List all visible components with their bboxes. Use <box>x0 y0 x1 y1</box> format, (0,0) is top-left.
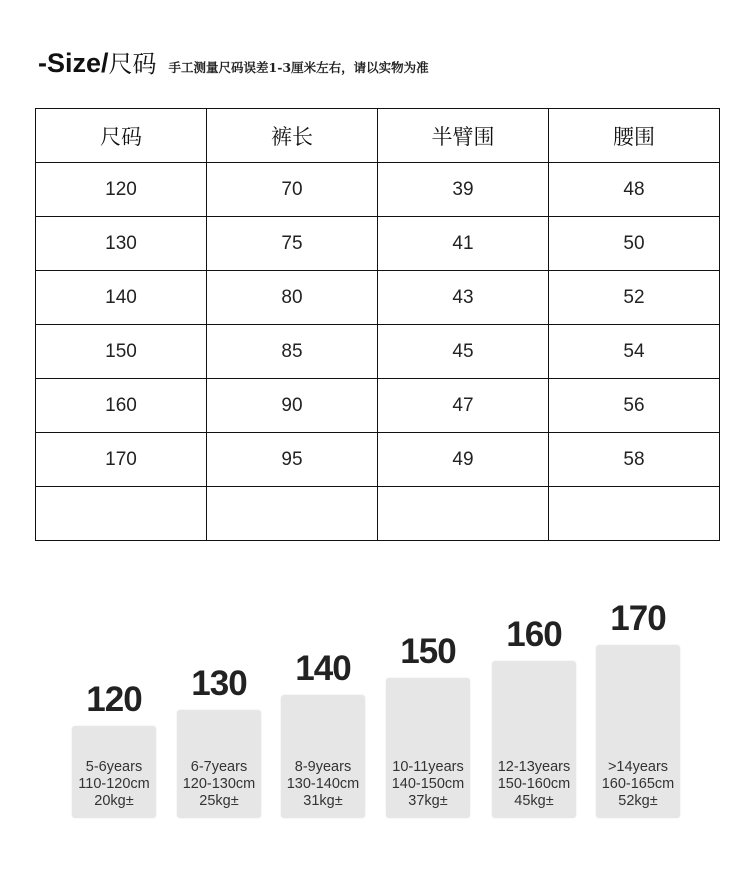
table-cell: 170 <box>36 433 207 487</box>
table-cell: 85 <box>207 325 378 379</box>
size-step-age: 8-9years <box>294 759 352 775</box>
size-step-details <box>171 759 267 810</box>
table-cell: 43 <box>378 271 549 325</box>
size-step-height: 130-140cm <box>286 776 360 792</box>
table-cell: 52 <box>549 271 720 325</box>
table-cell: 41 <box>378 217 549 271</box>
size-chart-table <box>35 108 720 541</box>
size-step-number: 150 <box>400 632 456 671</box>
size-step-number: 170 <box>610 599 666 638</box>
table-cell <box>36 487 207 541</box>
table-cell: 160 <box>36 379 207 433</box>
table-cell: 54 <box>549 325 720 379</box>
size-step-number: 120 <box>86 680 142 719</box>
table-cell <box>378 487 549 541</box>
size-step-height: 120-130cm <box>182 776 256 792</box>
table-row <box>36 163 720 217</box>
table-cell: 47 <box>378 379 549 433</box>
size-step-number: 130 <box>191 664 247 703</box>
table-row <box>36 379 720 433</box>
size-step-age: 12-13years <box>497 759 571 775</box>
table-cell: 49 <box>378 433 549 487</box>
table-row <box>36 217 720 271</box>
size-step-weight: 31kg± <box>303 793 343 809</box>
size-step-height: 150-160cm <box>497 776 571 792</box>
size-step-block <box>492 661 576 818</box>
title-size-label: -Size/ <box>38 48 109 78</box>
table-cell: 90 <box>207 379 378 433</box>
size-step-details <box>66 759 162 810</box>
header-waist: 腰围 <box>549 109 720 163</box>
page-title <box>38 44 429 80</box>
size-step-weight: 20kg± <box>94 793 134 809</box>
table-cell: 48 <box>549 163 720 217</box>
size-step-number: 140 <box>295 649 351 688</box>
size-step-height: 140-150cm <box>391 776 465 792</box>
size-step-block <box>177 710 261 818</box>
size-step-age: 5-6years <box>85 759 143 775</box>
table-cell: 120 <box>36 163 207 217</box>
size-step-weight: 52kg± <box>618 793 658 809</box>
table-cell: 150 <box>36 325 207 379</box>
table-cell: 45 <box>378 325 549 379</box>
table-row <box>36 487 720 541</box>
size-step-height: 160-165cm <box>601 776 675 792</box>
title-chinese-label: 尺码 <box>108 50 157 78</box>
size-step-block <box>596 645 680 818</box>
table-cell: 70 <box>207 163 378 217</box>
table-cell: 50 <box>549 217 720 271</box>
size-step-block <box>386 678 470 818</box>
table-cell: 130 <box>36 217 207 271</box>
table-cell <box>207 487 378 541</box>
table-cell: 75 <box>207 217 378 271</box>
header-pants-length: 裤长 <box>207 109 378 163</box>
header-size: 尺码 <box>36 109 207 163</box>
size-step-weight: 37kg± <box>408 793 448 809</box>
table-cell <box>549 487 720 541</box>
table-cell: 39 <box>378 163 549 217</box>
size-step-number: 160 <box>506 615 562 654</box>
size-step-details <box>380 759 476 810</box>
size-step-weight: 45kg± <box>514 793 554 809</box>
size-step-details <box>275 759 371 810</box>
size-step-details <box>590 759 686 810</box>
size-step-block <box>72 726 156 818</box>
header-half-arm: 半臂围 <box>378 109 549 163</box>
size-step-age: >14years <box>607 759 669 775</box>
table-cell: 58 <box>549 433 720 487</box>
table-row <box>36 433 720 487</box>
table-row <box>36 325 720 379</box>
size-step-weight: 25kg± <box>199 793 239 809</box>
table-cell: 95 <box>207 433 378 487</box>
table-cell: 56 <box>549 379 720 433</box>
size-step-age: 6-7years <box>190 759 248 775</box>
title-measurement-note: 手工测量尺码误差1-3厘米左右，请以实物为准 <box>168 60 429 75</box>
table-row <box>36 271 720 325</box>
size-step-block <box>281 695 365 818</box>
table-cell: 140 <box>36 271 207 325</box>
table-header-row <box>36 109 720 163</box>
size-step-details <box>486 759 582 810</box>
size-step-height: 110-120cm <box>78 776 150 792</box>
size-step-age: 10-11years <box>392 759 464 775</box>
table-cell: 80 <box>207 271 378 325</box>
